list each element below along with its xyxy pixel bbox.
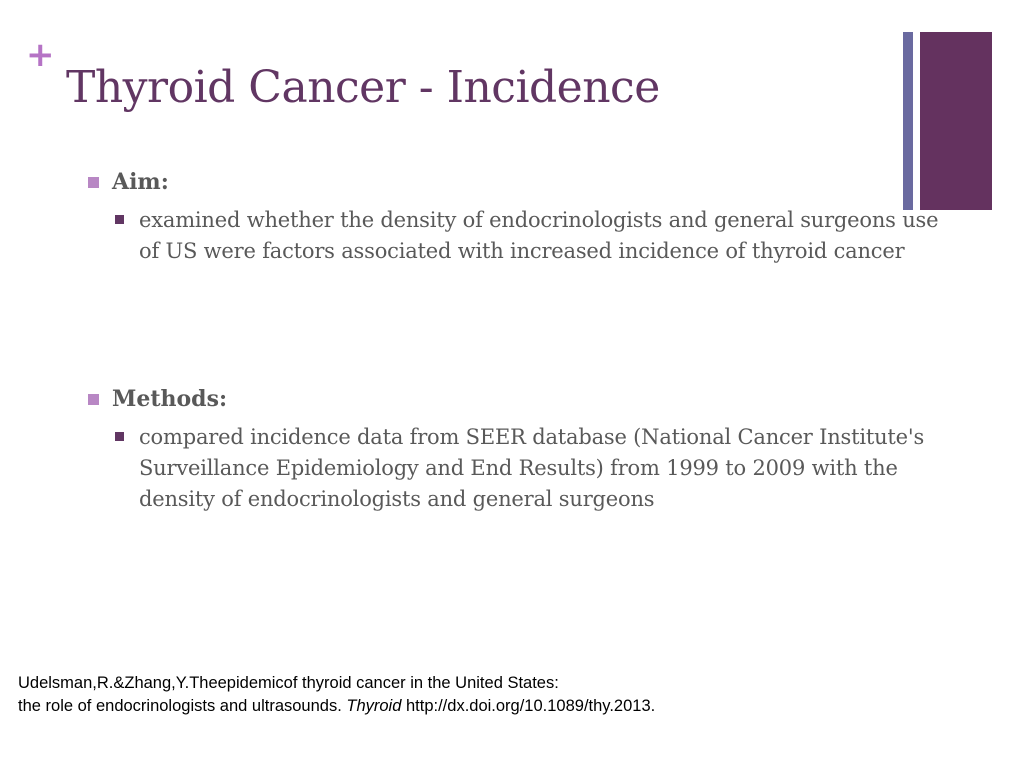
slide-title: Thyroid Cancer - Incidence bbox=[66, 62, 660, 113]
citation-line-2 bbox=[18, 695, 655, 718]
methods-text: compared incidence data from SEER database (National Cancer Institute's Surveillance Epidemiology and End Results) from 1999 to 2009 with the density of endocrinologists and general surgeons bbox=[139, 425, 925, 511]
citation-journal: Thyroid bbox=[346, 697, 402, 715]
aim-label: Aim: bbox=[112, 169, 169, 195]
sub-bullet-square-icon bbox=[115, 432, 124, 441]
sub-bullet-square-icon bbox=[115, 215, 124, 224]
aim-section bbox=[88, 168, 968, 267]
methods-section bbox=[88, 385, 968, 515]
citation bbox=[18, 672, 655, 718]
citation-doi: http://dx.doi.org/10.1089/thy.2013. bbox=[401, 697, 656, 715]
aim-heading bbox=[88, 168, 968, 196]
methods-heading bbox=[88, 385, 968, 413]
methods-bullet bbox=[115, 422, 968, 515]
citation-line-1: Udelsman,R.&Zhang,Y.Theepidemicof thyroid cancer in the United States: bbox=[18, 674, 559, 692]
plus-decoration: + bbox=[26, 35, 55, 75]
bullet-square-icon bbox=[88, 177, 99, 188]
methods-label: Methods: bbox=[112, 386, 228, 412]
aim-text: examined whether the density of endocrinologists and general surgeons use of US were factors associated with increased incidence of thyroid cancer bbox=[139, 208, 939, 263]
citation-line-2-prefix: the role of endocrinologists and ultrasounds. bbox=[18, 697, 347, 715]
bullet-square-icon bbox=[88, 394, 99, 405]
aim-bullet bbox=[115, 205, 968, 267]
